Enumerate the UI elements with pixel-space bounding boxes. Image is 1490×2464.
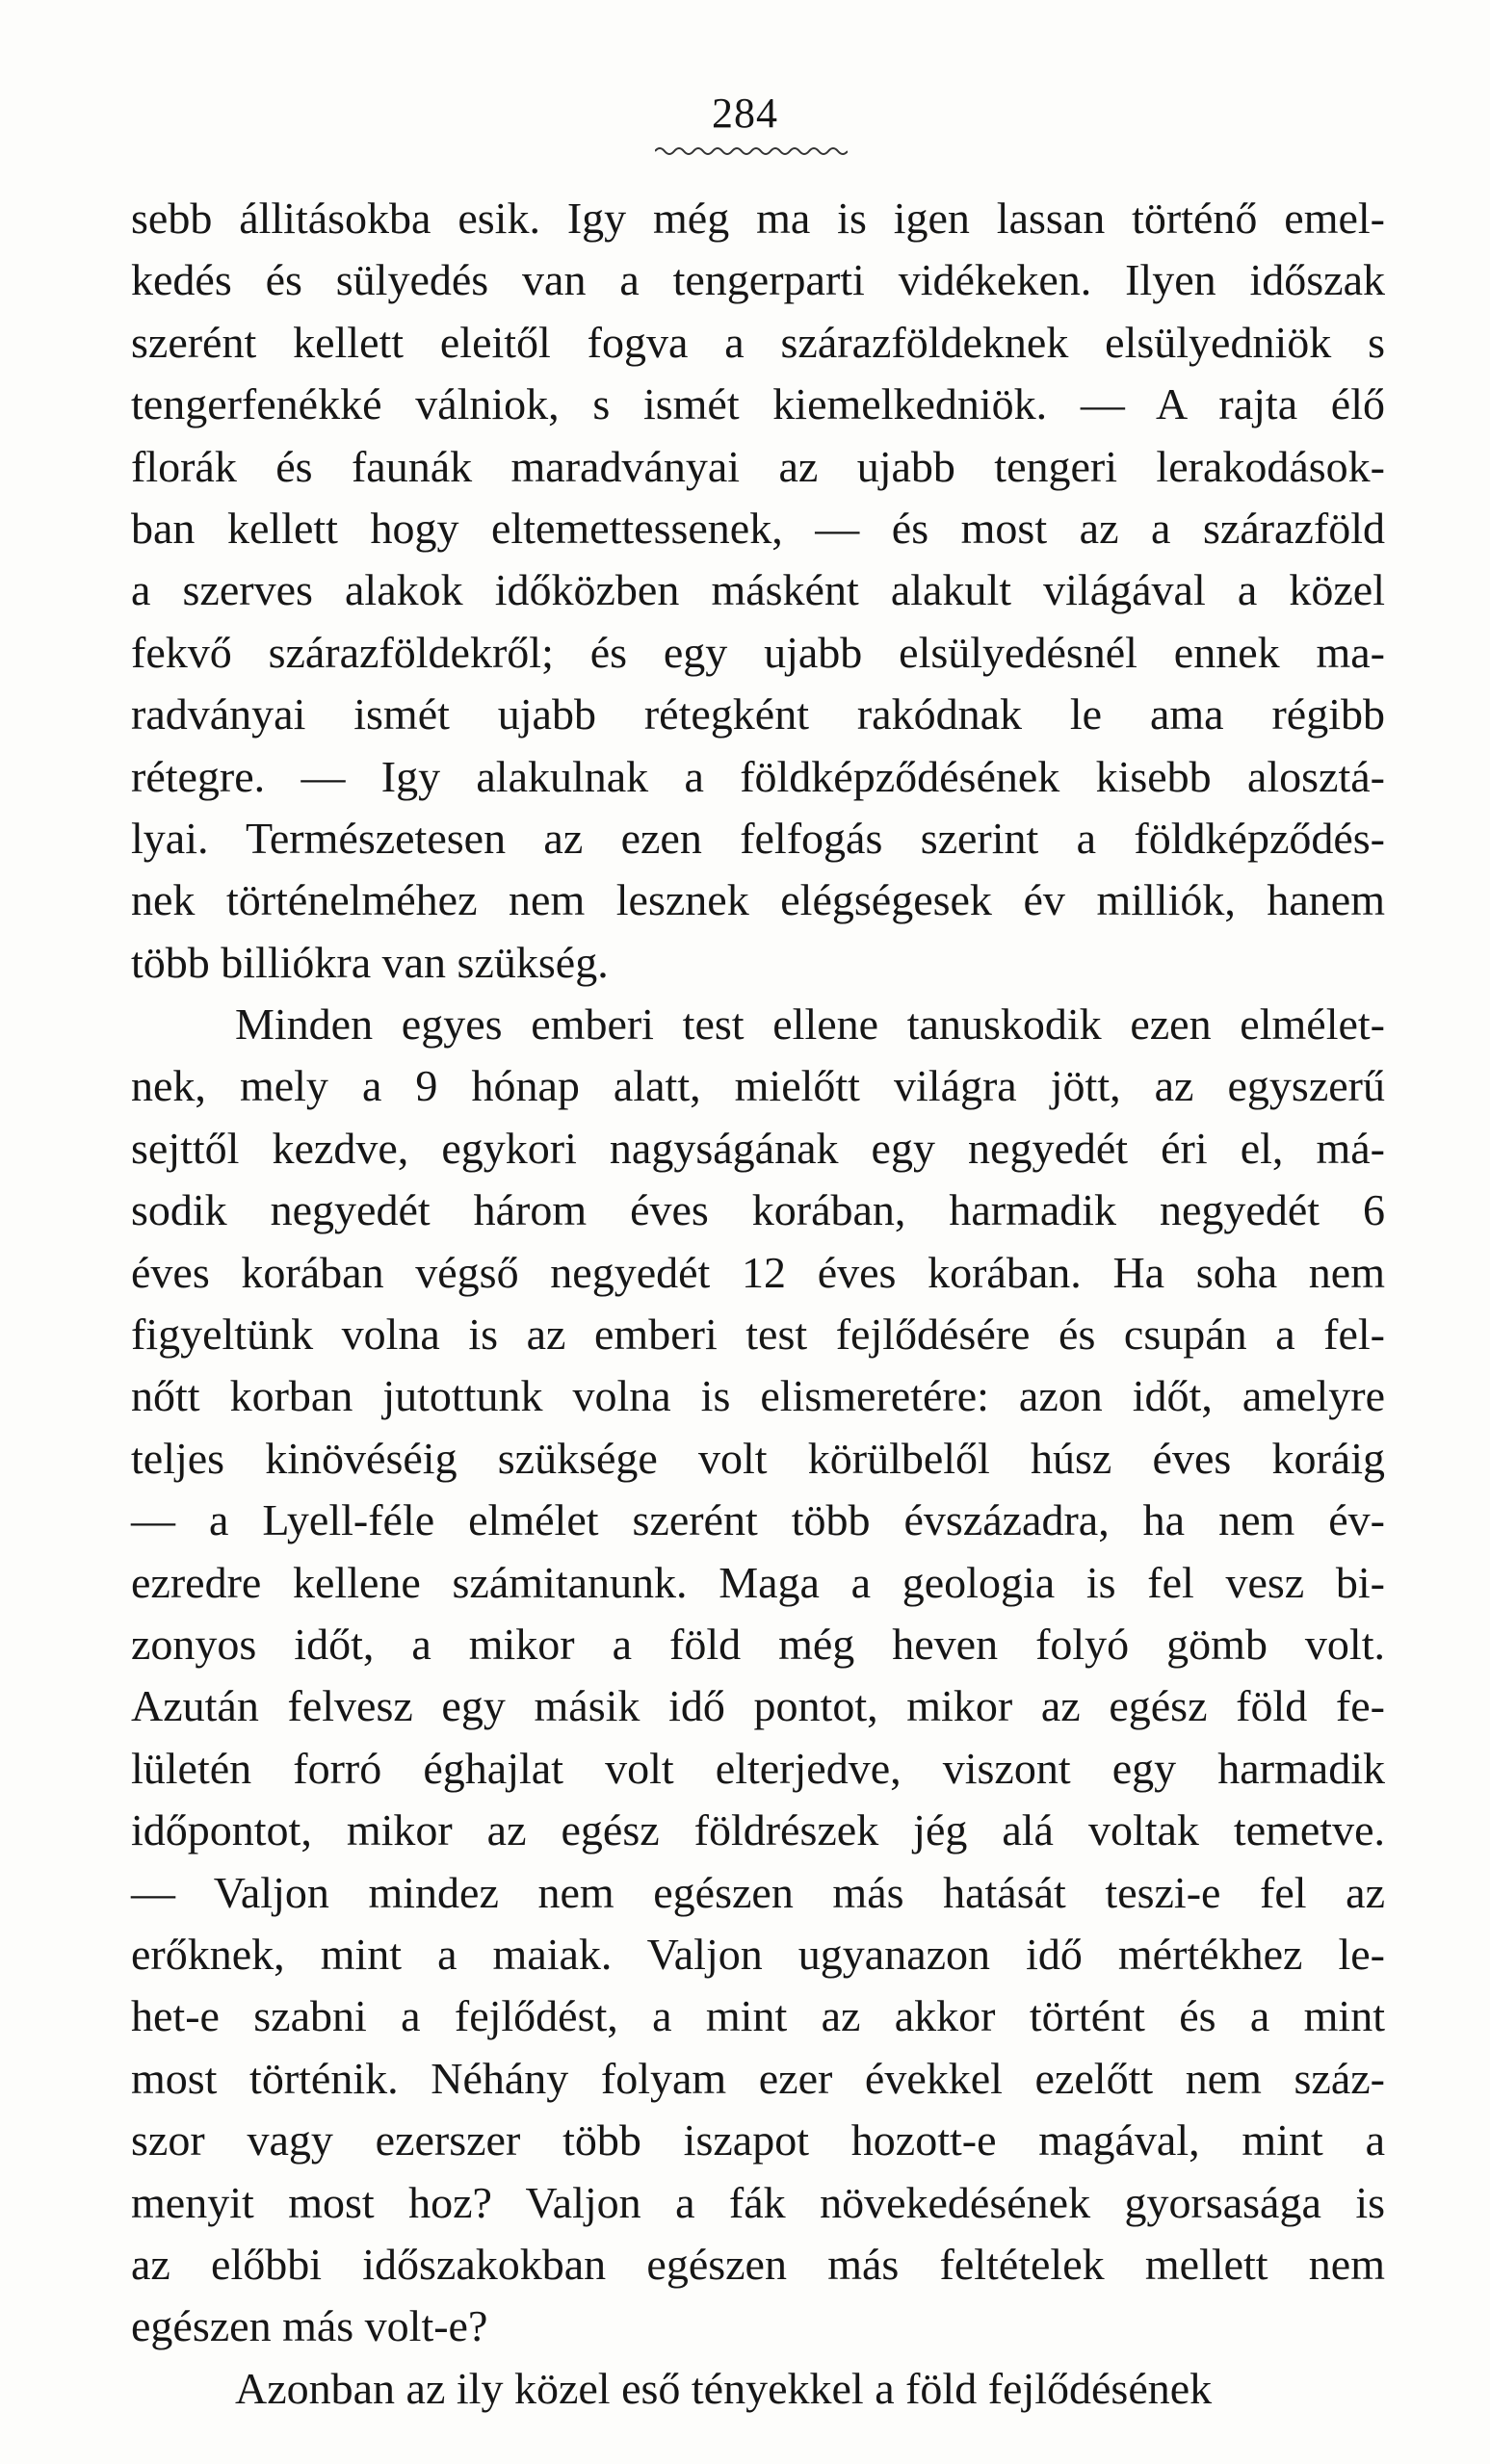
text-line: az előbbi időszakokban egészen más feltételek mellett nem: [131, 2239, 1385, 2289]
text-line: Azonban az ily közel eső tényekkel a föld fejlődésének: [235, 2363, 1213, 2413]
text-line: teljes kinövéséig szüksége volt körülbelől húsz éves koráig: [131, 1433, 1385, 1483]
page-number: 284: [712, 90, 778, 137]
text-line: rétegre. — Igy alakulnak a földképződésének kisebb alosztá-: [131, 751, 1385, 801]
text-line: lyai. Természetesen az ezen felfogás szerint a földképződés-: [131, 813, 1385, 863]
text-line: fekvő szárazföldekről; és egy ujabb elsülyedésnél ennek ma-: [131, 627, 1385, 677]
paragraph: [131, 994, 1385, 2358]
text-line: időpontot, mikor az egész földrészek jég alá voltak temetve.: [131, 1805, 1385, 1855]
text-line: menyit most hoz? Valjon a fák növekedésének gyorsasága is: [131, 2177, 1385, 2227]
text-line: sebb állitásokba esik. Igy még ma is igen lassan történő emel-: [131, 194, 1385, 243]
text-line: erőknek, mint a maiak. Valjon ugyanazon idő mértékhez le-: [131, 1929, 1385, 1979]
text-line: szor vagy ezerszer több iszapot hozott-e magával, mint a: [131, 2115, 1385, 2166]
text-line: a szerves alakok időközben másként alakult világával a közel: [131, 565, 1385, 615]
text-line: sejttől kezdve, egykori nagyságának egy negyedét éri el, má-: [131, 1123, 1385, 1173]
text-line: ban kellett hogy eltemettessenek, — és most az a szárazföld: [131, 503, 1385, 553]
text-line: éves korában végső negyedét 12 éves korában. Ha soha nem: [131, 1247, 1385, 1297]
text-line: több billiókra van szükség.: [131, 937, 609, 987]
text-line: most történik. Néhány folyam ezer évekkel ezelőtt nem száz-: [131, 2053, 1385, 2103]
text-line: tengerfenékké válniok, s ismét kiemelkedniök. — A rajta élő: [131, 379, 1385, 429]
text-line: nek, mely a 9 hónap alatt, mielőtt világra jött, az egyszerű: [131, 1061, 1385, 1111]
text-line: ezredre kellene számitanunk. Maga a geologia is fel vesz bi-: [131, 1557, 1385, 1607]
text-line: — Valjon mindez nem egészen más hatását teszi-e fel az: [131, 1867, 1385, 1917]
text-line: figyeltünk volna is az emberi test fejlődésére és csupán a fel-: [131, 1310, 1385, 1360]
text-line: Azután felvesz egy másik idő pontot, mikor az egész föld fe-: [131, 1681, 1385, 1731]
paragraph: [131, 2358, 1385, 2420]
text-line: florák és faunák maradványai az ujabb tengeri lerakodások-: [131, 441, 1385, 491]
text-line: het-e szabni a fejlődést, a mint az akkor történt és a mint: [131, 1991, 1385, 2041]
text-line: szerént kellett eleitől fogva a szárazföldeknek elsülyedniök s: [131, 317, 1385, 367]
text-line: kedés és sülyedés van a tengerparti vidékeken. Ilyen időszak: [131, 255, 1385, 305]
text-line: egészen más volt-e?: [131, 2301, 488, 2351]
text-line: Minden egyes emberi test ellene tanuskodik ezen elmélet-: [235, 999, 1385, 1050]
text-line: nőtt korban jutottunk volna is elismeretére: azon időt, amelyre: [131, 1371, 1385, 1421]
text-line: sodik negyedét három éves korában, harmadik negyedét 6: [131, 1185, 1385, 1235]
body-text: [131, 188, 1385, 2420]
paragraph: [131, 188, 1385, 994]
text-line: zonyos időt, a mikor a föld még heven folyó gömb volt.: [131, 1619, 1385, 1669]
page-number-wavy-underline: [655, 144, 848, 158]
text-line: nek történelméhez nem lesznek elégségesek év milliók, hanem: [131, 875, 1385, 925]
text-line: — a Lyell-féle elmélet szerént több évszázadra, ha nem év-: [131, 1495, 1385, 1545]
text-line: radványai ismét ujabb rétegként rakódnak le ama régibb: [131, 689, 1385, 739]
text-line: lületén forró éghajlat volt elterjedve, viszont egy harmadik: [131, 1743, 1385, 1793]
